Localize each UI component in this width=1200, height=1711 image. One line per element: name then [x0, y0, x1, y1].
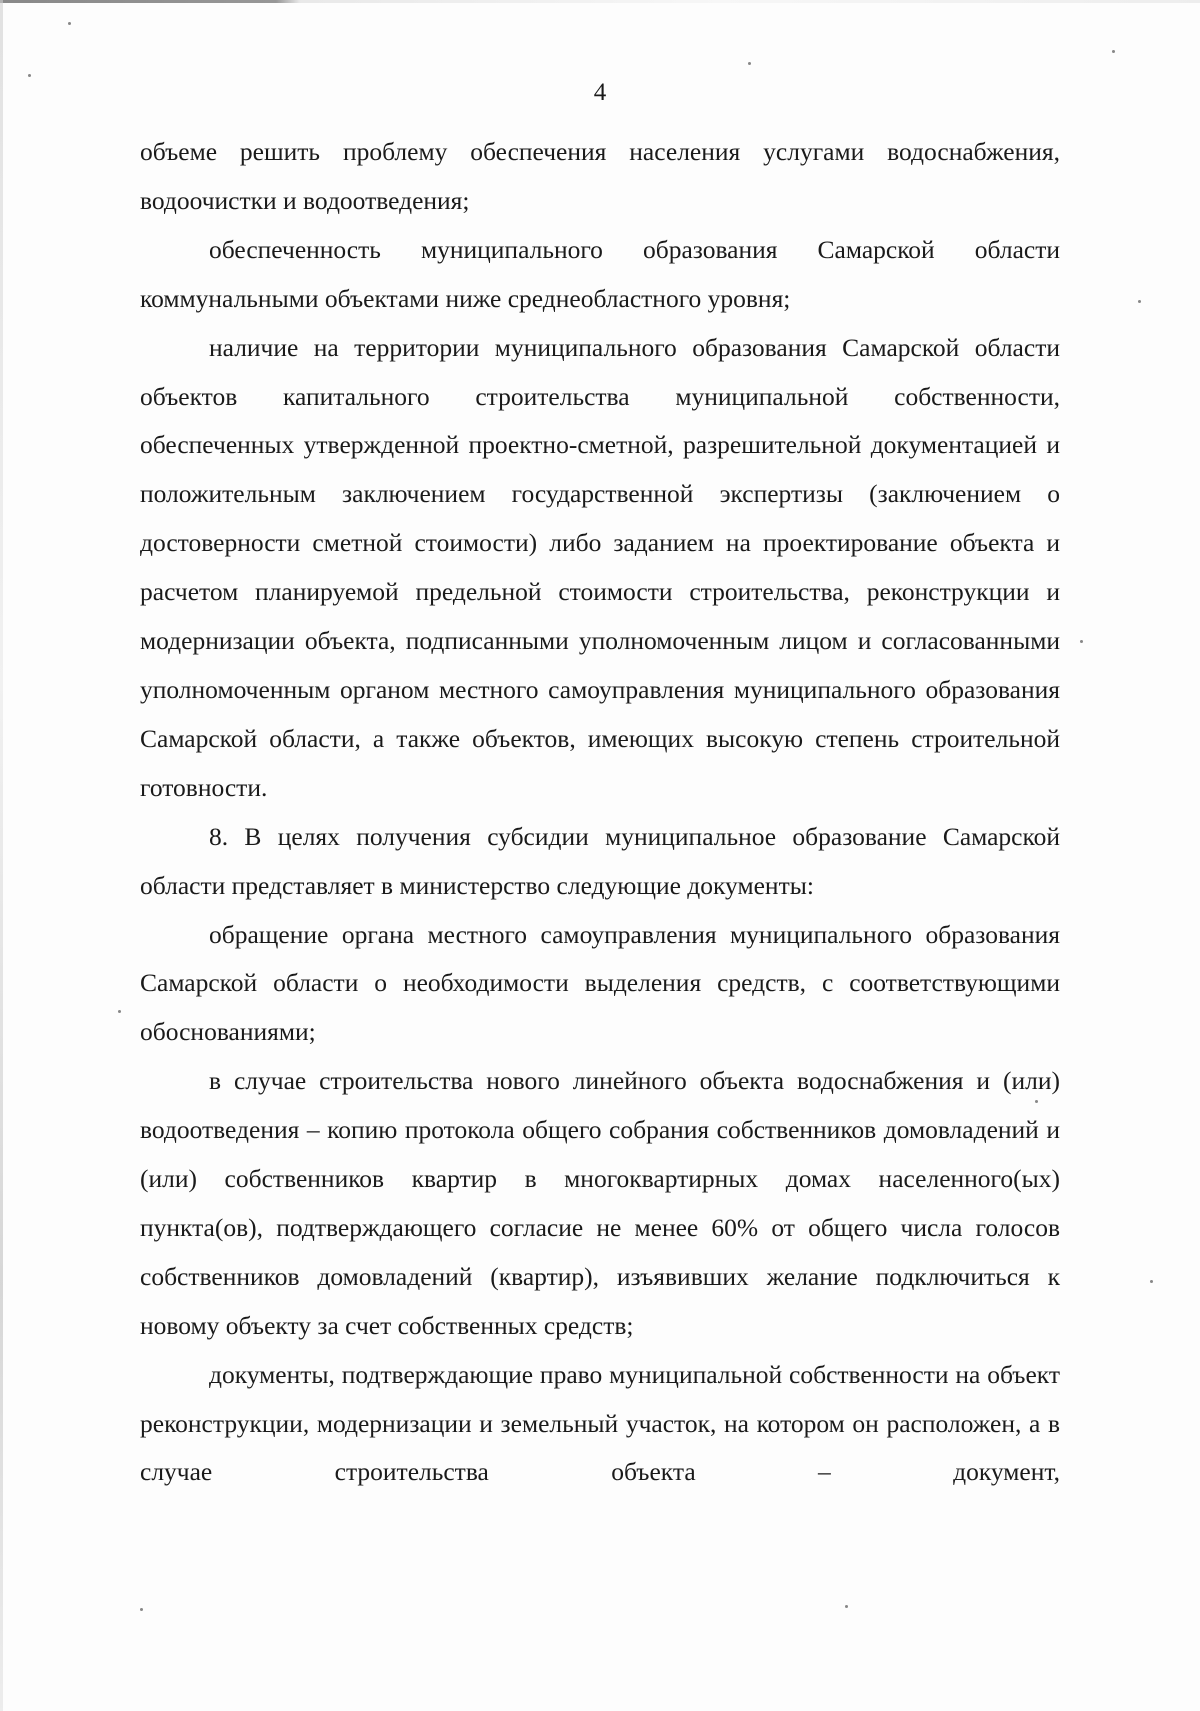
scan-speck: [1112, 50, 1115, 53]
paragraph-linear-object: в случае строительства нового линейного объекта водоснабжения и (или) водоотведения – копию протокола общего собрания собственников домовладений и (или) собственников квартир в многоквартирных домах населенного(ых) пункта(ов), подтверждающего согласие не менее 60% от общего числа голосов собственников домовладений (квартир), изъявивших желание подключиться к новому объекту за счет собственных средств;: [140, 1066, 1060, 1340]
scan-speck: [28, 74, 31, 77]
scan-speck: [118, 1010, 121, 1013]
page-number: 4: [593, 79, 607, 106]
scan-speck: [1138, 300, 1141, 303]
paragraph-provision: обеспеченность муниципального образования Самарской области коммунальными объектами ниже среднеобластного уровня;: [140, 234, 1060, 313]
scan-artifact-top-edge: [0, 0, 1200, 3]
scan-speck: [845, 1605, 848, 1608]
paragraph-construction-objects: наличие на территории муниципального образования Самарской области объектов капитального строительства муниципальной собственности, обеспеченных утвержденной проектно-сметной, разрешительной документацией и положительным заключением государственной экспертизы (заключением о достоверности сметной стоимости) либо заданием на проектирование объекта и расчетом планируемой предельной стоимости строительства, реконструкции и модернизации объекта, подписанными уполномоченным лицом и согласованными уполномоченным органом местного самоуправления муниципального образования Самарской области, а также объектов, имеющих высокую степень строительной готовности.: [140, 332, 1060, 802]
scan-speck: [1080, 640, 1083, 643]
scan-speck: [68, 22, 71, 25]
paragraph-request-document: обращение органа местного самоуправления муниципального образования Самарской области о необходимости выделения средств, с соответствующими обоснованиями;: [140, 919, 1060, 1047]
scan-speck: [1150, 1280, 1153, 1283]
scan-artifact-left-edge: [0, 0, 3, 1711]
paragraph-ownership-documents: документы, подтверждающие право муниципальной собственности на объект реконструкции, модернизации и земельный участок, на котором он расположен, а в случае строительства объекта – документ,: [140, 1359, 1060, 1487]
paragraph-item-8: 8. В целях получения субсидии муниципальное образование Самарской области представляет в министерство следующие документы:: [140, 821, 1060, 900]
scan-speck: [748, 62, 751, 65]
document-body: [140, 128, 1060, 1497]
paragraph-continuation: объеме решить проблему обеспечения населения услугами водоснабжения, водоочистки и водоотведения;: [140, 137, 1060, 215]
scan-speck: [140, 1608, 143, 1611]
